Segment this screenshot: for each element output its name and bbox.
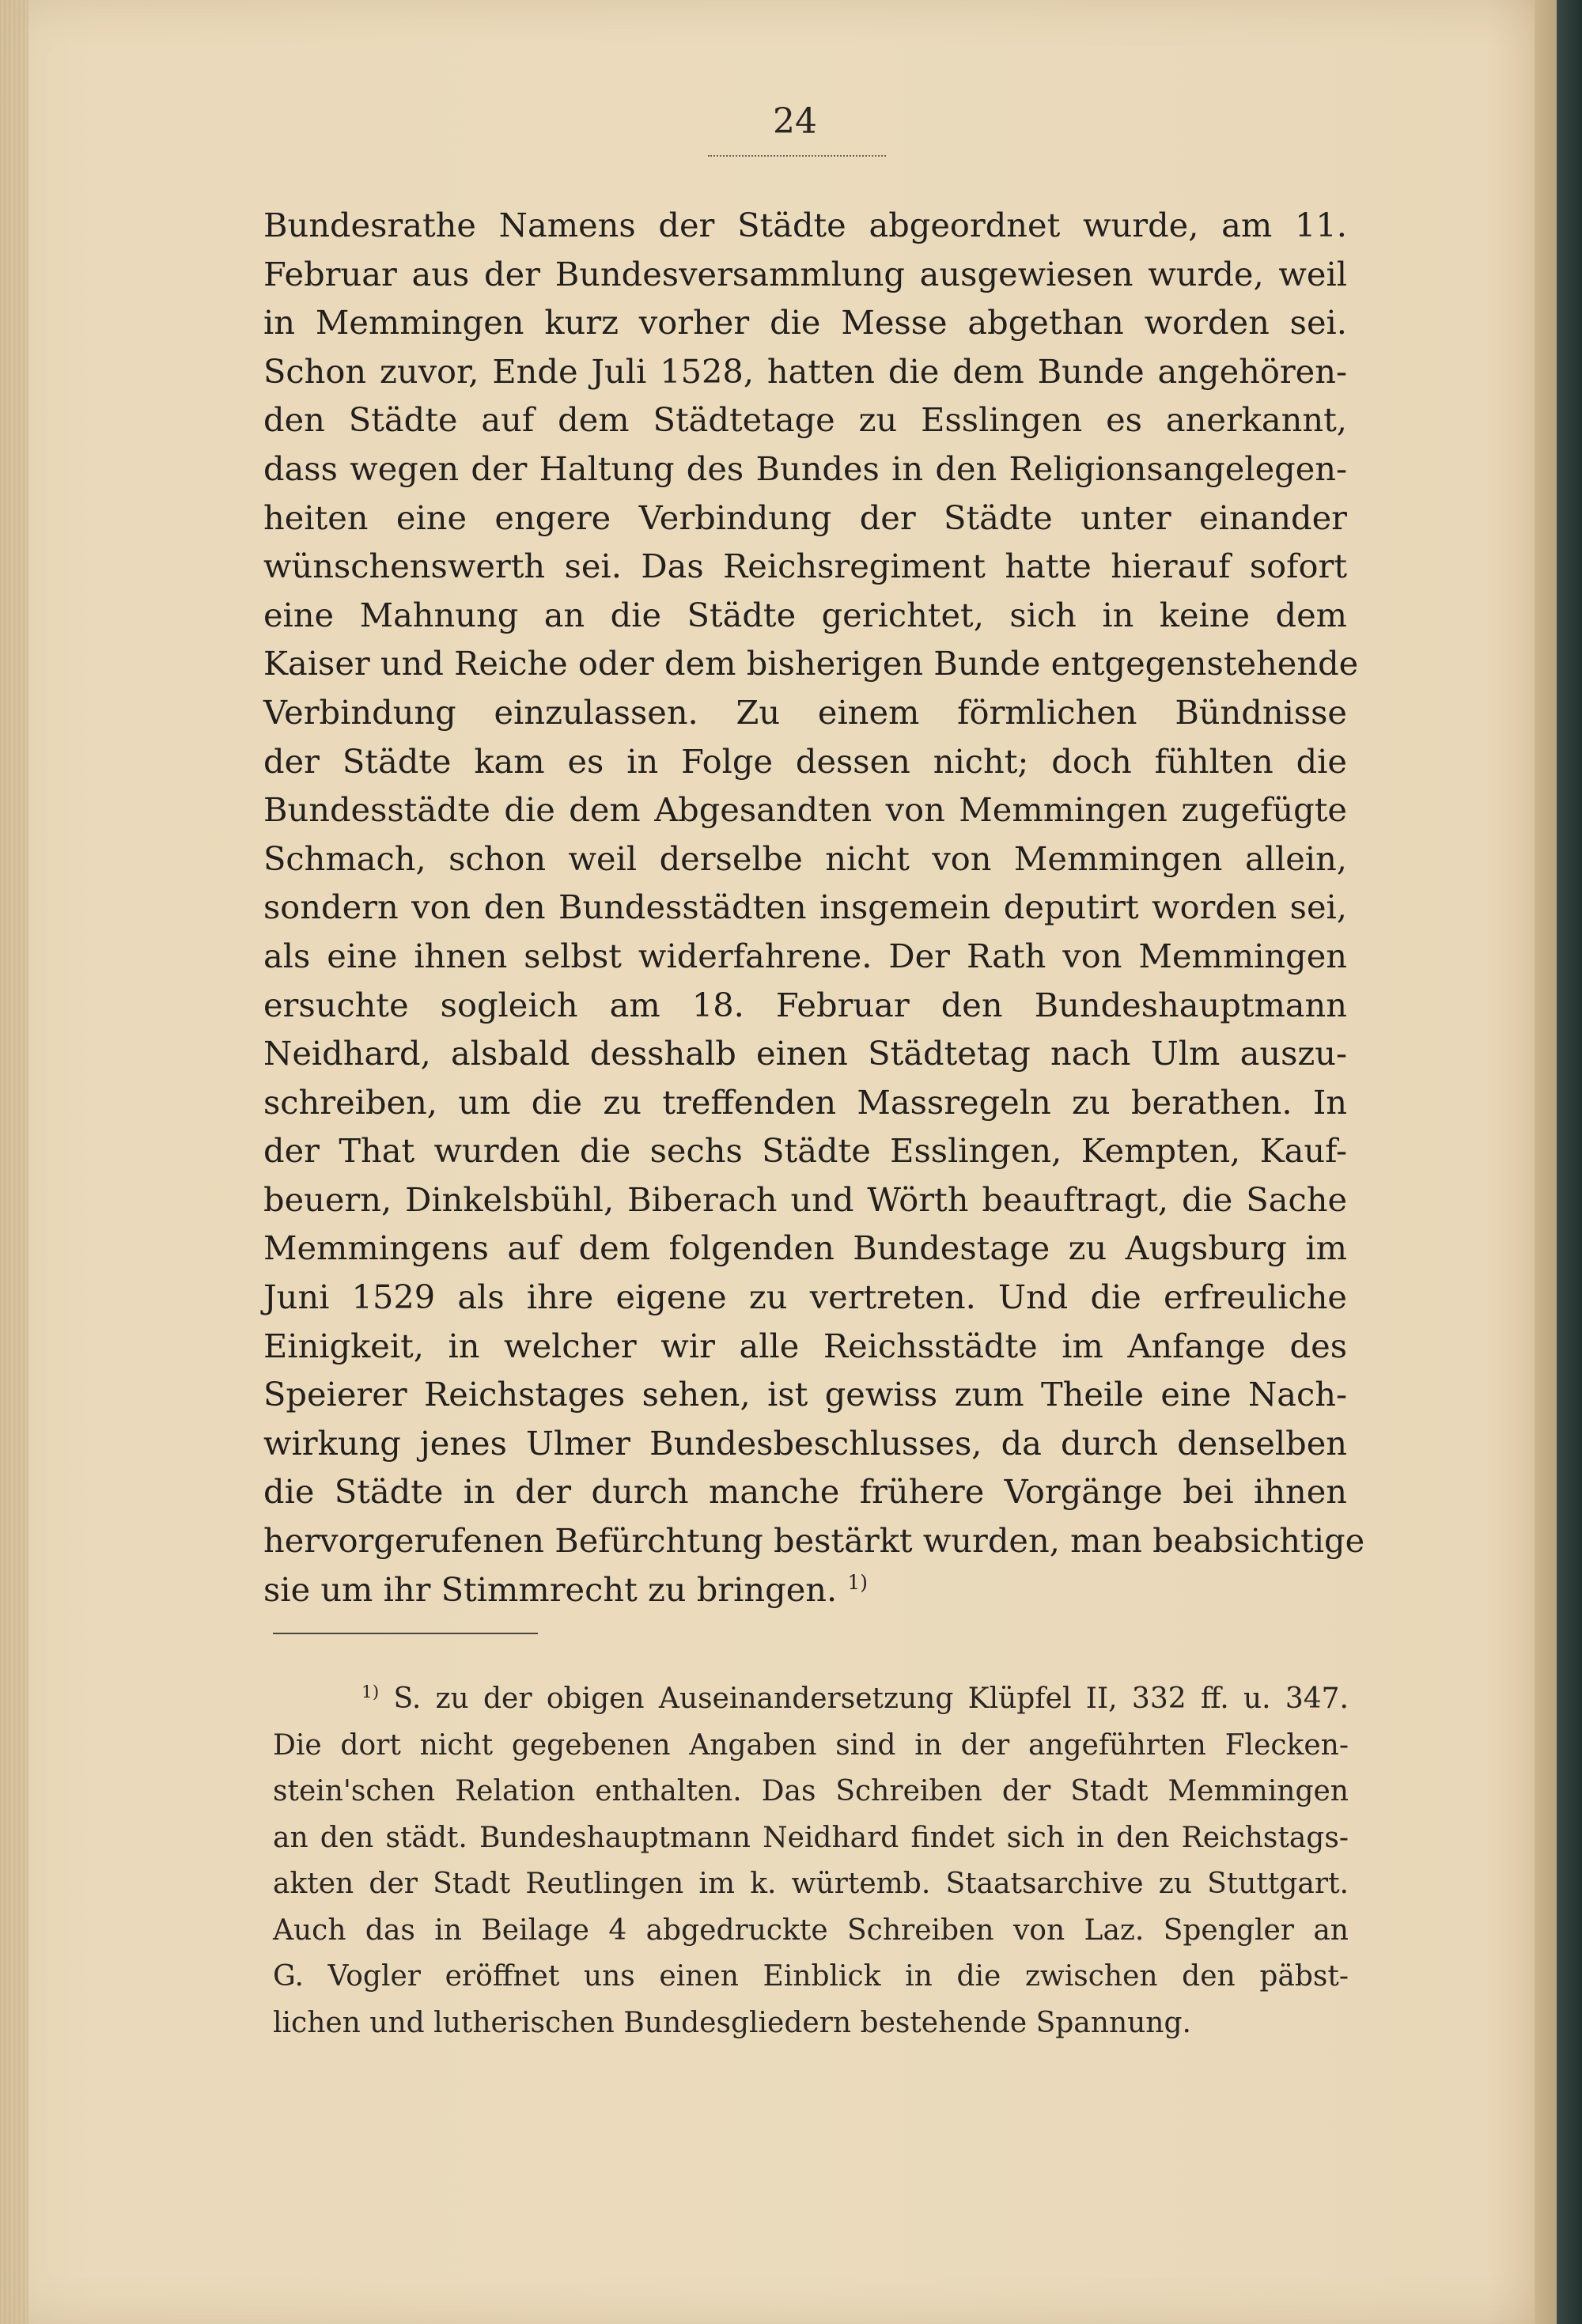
footnote-line: an den städt. Bundeshauptmann Neidhard findet sich in den Reichstags- (273, 1821, 1349, 1854)
page-number: 24 (773, 101, 817, 142)
body-line-last-text: sie um ihr Stimmrecht zu bringen. (263, 1569, 838, 1609)
body-line: dass wegen der Haltung des Bundes in den Religionsangelegen- (263, 449, 1347, 488)
body-line: als eine ihnen selbst widerfahrene. Der Rath von Memmingen (263, 936, 1347, 975)
body-line: wünschenswerth sei. Das Reichsregiment hatte hierauf sofort (263, 547, 1347, 586)
footnotes (273, 1676, 1349, 2046)
body-line: sondern von den Bundesstädten insgemein deputirt worden sei, (263, 888, 1347, 927)
body-line: Kaiser und Reiche oder dem bisherigen Bunde entgegenstehende (263, 644, 1359, 683)
body-line: Schon zuvor, Ende Juli 1528, hatten die dem Bunde angehören- (263, 351, 1347, 391)
body-line: ersuchte sogleich am 18. Februar den Bundeshauptmann (263, 985, 1347, 1024)
body-line: Memmingens auf dem folgenden Bundestage zu Augsburg im (263, 1228, 1347, 1268)
body-line: Bundesstädte die dem Abgesandten von Memmingen zugefügte (263, 790, 1347, 830)
body-line: Schmach, schon weil derselbe nicht von Memmingen allein, (263, 838, 1347, 878)
body-line: Juni 1529 als ihre eigene zu vertreten. Und die erfreuliche (263, 1277, 1347, 1317)
footnote-line: stein'schen Relation enthalten. Das Schreiben der Stadt Memmingen (273, 1775, 1349, 1807)
body-line: die Städte in der durch manche frühere Vorgänge bei ihnen (263, 1472, 1347, 1512)
book-binding (1557, 0, 1582, 2324)
footnote-line: G. Vogler eröffnet uns einen Einblick in die zwischen den päbst- (273, 1960, 1349, 1993)
footnote-line (273, 1676, 1349, 1723)
body-text (263, 201, 1365, 1614)
footnote-line: Die dort nicht gegebenen Angaben sind in der angeführten Flecken- (273, 1728, 1349, 1762)
body-line-last (263, 1565, 1347, 1614)
footnote-line: akten der Stadt Reutlingen im k. würtemb. Staatsarchive zu Stuttgart. (273, 1868, 1349, 1900)
footnote-line: lichen und lutherischen Bundesgliedern bestehende Spannung. (273, 2006, 1191, 2039)
page-edge-right (1535, 0, 1557, 2324)
footnote-line-text: S. zu der obigen Auseinandersetzung Klüpfel II, 332 ff. u. 347. (393, 1682, 1349, 1715)
page-number-rule (708, 150, 886, 157)
body-line: Verbindung einzulassen. Zu einem förmlichen Bündnisse (263, 692, 1347, 732)
body-line: Speierer Reichstages sehen, ist gewiss zum Theile eine Nach- (263, 1375, 1347, 1414)
page-edge-left (0, 0, 28, 2324)
body-line: in Memmingen kurz vorher die Messe abgethan worden sei. (263, 303, 1347, 343)
body-line: der That wurden die sechs Städte Esslingen, Kempten, Kauf- (263, 1131, 1347, 1171)
body-line: heiten eine engere Verbindung der Städte unter einander (263, 498, 1347, 537)
body-line: hervorgerufenen Befürchtung bestärkt wurden, man beabsichtige (263, 1521, 1365, 1561)
body-line: Bundesrathe Namens der Städte abgeordnet wurde, am 11. (263, 206, 1347, 244)
body-line: beuern, Dinkelsbühl, Biberach und Wörth beauftragt, die Sache (263, 1179, 1347, 1219)
body-line: den Städte auf dem Städtetage zu Esslingen es anerkannt, (263, 400, 1347, 440)
footnote-reference[interactable]: 1) (847, 1570, 868, 1594)
footnote-separator (273, 1633, 538, 1634)
body-line: Februar aus der Bundesversammlung ausgewiesen wurde, weil (263, 254, 1347, 293)
body-line: wirkung jenes Ulmer Bundesbeschlusses, da durch denselben (263, 1423, 1347, 1463)
footnote-marker: 1) (361, 1682, 380, 1702)
body-line: eine Mahnung an die Städte gerichtet, sich in keine dem (263, 595, 1347, 634)
body-line: Einigkeit, in welcher wir alle Reichsstädte im Anfange des (263, 1326, 1347, 1365)
footnote-line: Auch das in Beilage 4 abgedruckte Schreiben von Laz. Spengler an (273, 1913, 1349, 1947)
body-line: der Städte kam es in Folge dessen nicht; doch fühlten die (263, 741, 1347, 781)
body-line: schreiben, um die zu treffenden Massregeln zu berathen. In (263, 1082, 1347, 1122)
body-line: Neidhard, alsbald desshalb einen Städtetag nach Ulm auszu- (263, 1034, 1347, 1073)
